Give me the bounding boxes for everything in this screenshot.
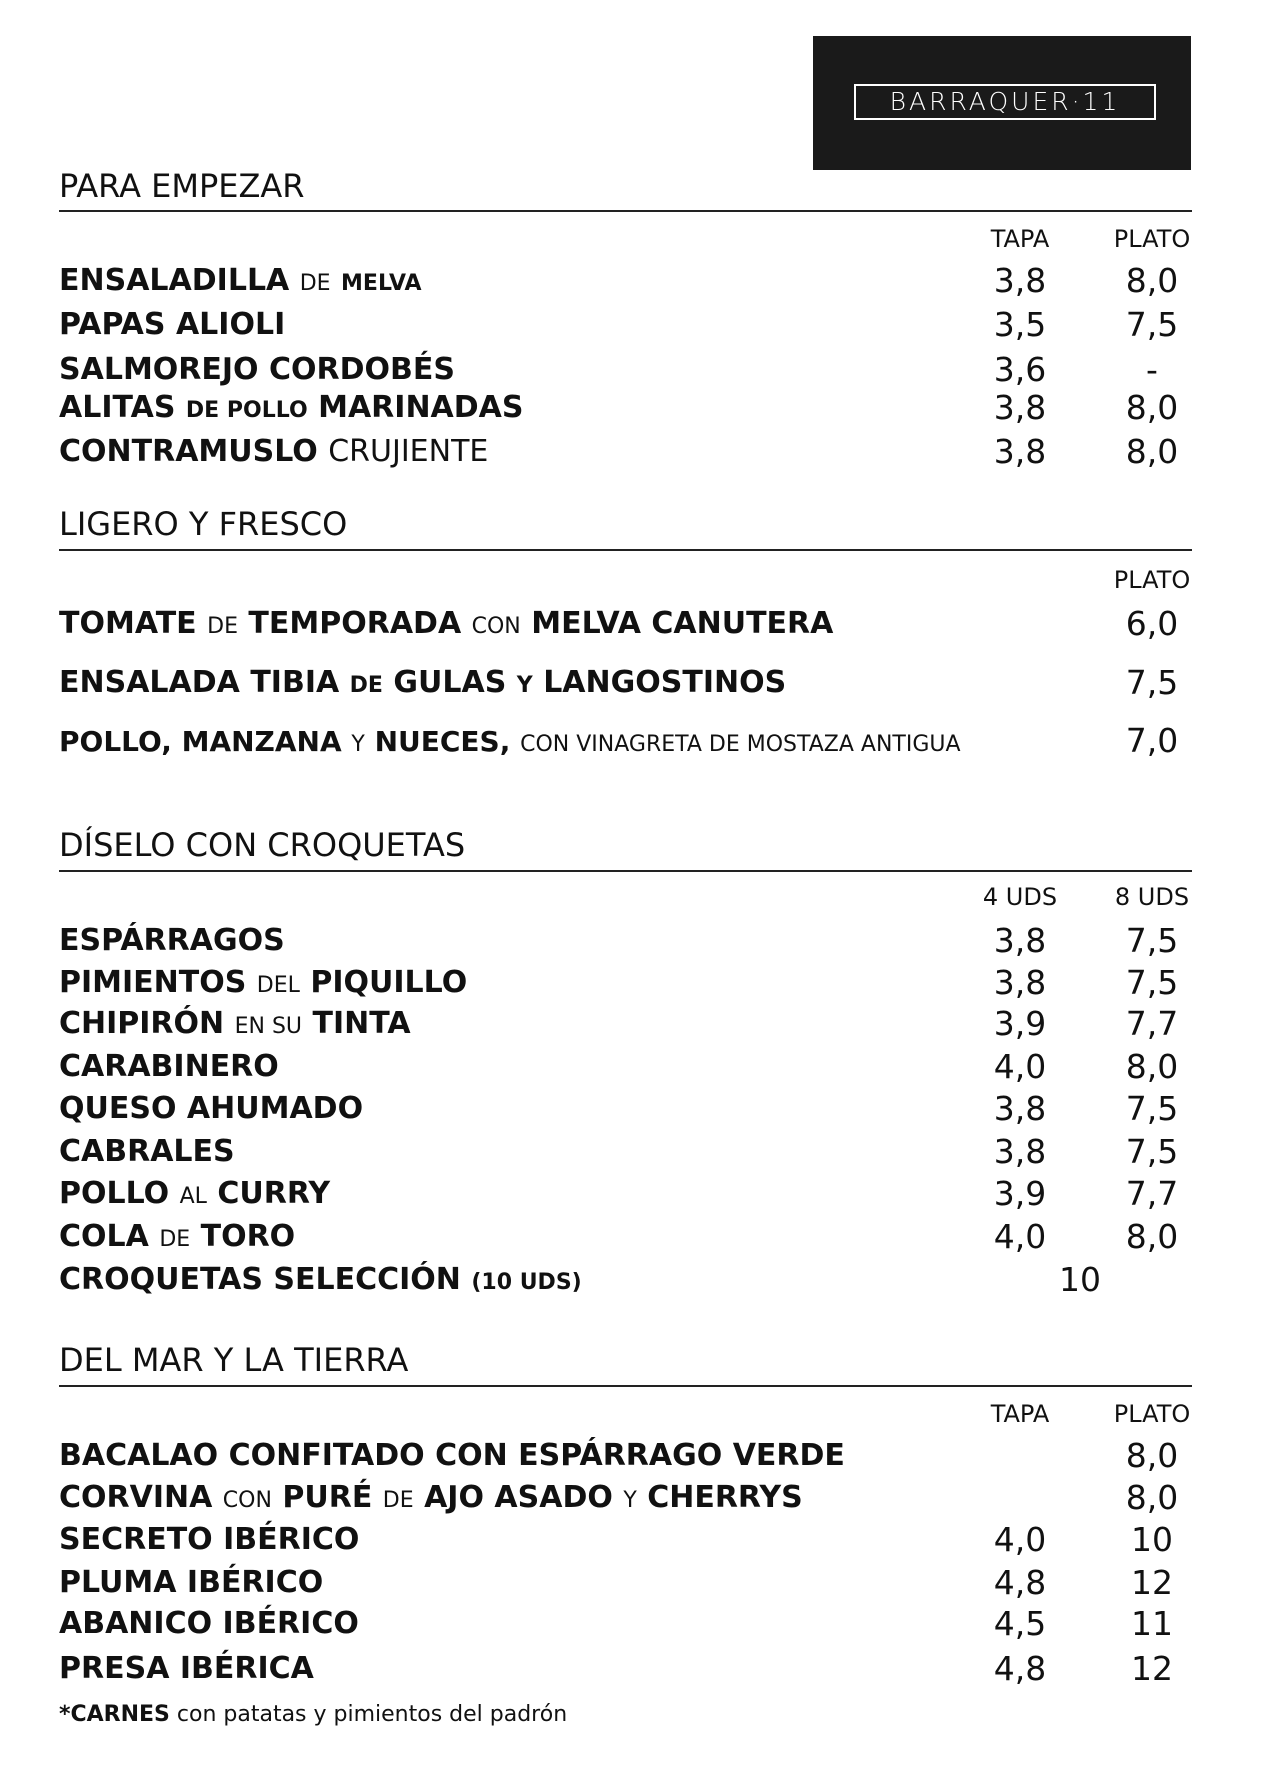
- brand-name: BARRAQUER·11: [854, 84, 1156, 120]
- price-tapa: 3,5: [993, 305, 1047, 344]
- menu-item-cola-de-toro: COLA DE TORO: [59, 1219, 296, 1254]
- price-tapa: 3,8: [993, 432, 1047, 471]
- price-4-uds: 3,8: [993, 1132, 1047, 1171]
- column-header-4-uds: 4 UDS: [982, 883, 1058, 911]
- menu-item-ensalada-tibia: ENSALADA TIBIA DE GULAS Y LANGOSTINOS: [59, 665, 787, 700]
- price-tapa: 4,8: [993, 1563, 1047, 1602]
- menu-item-croquetas-seleccion: CROQUETAS SELECCIÓN (10 UDS): [59, 1262, 582, 1297]
- menu-item-carabinero: CARABINERO: [59, 1049, 279, 1084]
- price-tapa: 4,8: [993, 1649, 1047, 1688]
- price-4-uds: 3,8: [993, 921, 1047, 960]
- section-divider: [59, 549, 1192, 551]
- price-tapa: 3,8: [993, 388, 1047, 427]
- menu-item-pollo-manzana: POLLO, MANZANA Y NUECES, CON VINAGRETA DE MOSTAZA ANTIGUA: [59, 725, 961, 758]
- price-plato: 6,0: [1125, 604, 1179, 643]
- brand-logo: [813, 36, 1191, 170]
- footnote: *CARNES con patatas y pimientos del padrón: [59, 1702, 568, 1727]
- menu-item-salmorejo: SALMOREJO CORDOBÉS: [59, 352, 455, 387]
- menu-item-contramuslo: CONTRAMUSLO CRUJIENTE: [59, 434, 489, 469]
- price-4-uds: 3,9: [993, 1004, 1047, 1043]
- price-8-uds: 8,0: [1125, 1217, 1179, 1256]
- price-4-uds: 4,0: [993, 1217, 1047, 1256]
- section-divider: [59, 1385, 1192, 1387]
- price-tapa: 4,0: [993, 1520, 1047, 1559]
- menu-item-cabrales: CABRALES: [59, 1134, 235, 1169]
- menu-item-chipiron: CHIPIRÓN EN SU TINTA: [59, 1006, 411, 1041]
- column-header-tapa: TAPA: [990, 1400, 1050, 1428]
- price-plato: 8,0: [1125, 432, 1179, 471]
- price-4-uds: 3,8: [993, 1089, 1047, 1128]
- price-plato: 7,5: [1125, 305, 1179, 344]
- price-plato: 12: [1131, 1649, 1173, 1688]
- menu-item-esparragos: ESPÁRRAGOS: [59, 923, 285, 958]
- price-plato: 10: [1131, 1520, 1173, 1559]
- menu-item-abanico-iberico: ABANICO IBÉRICO: [59, 1606, 359, 1641]
- price-plato: 11: [1131, 1604, 1173, 1643]
- price-plato: 12: [1131, 1563, 1173, 1602]
- price-plato: 8,0: [1125, 1478, 1179, 1517]
- price-tapa: 3,6: [993, 350, 1047, 389]
- price-plato: -: [1146, 350, 1158, 389]
- menu-item-alitas: ALITAS DE POLLO MARINADAS: [59, 390, 524, 425]
- price-8-uds: 7,5: [1125, 963, 1179, 1002]
- menu-item-papas-alioli: PAPAS ALIOLI: [59, 307, 286, 342]
- price-plato: 8,0: [1125, 261, 1179, 300]
- price-4-uds: 3,8: [993, 963, 1047, 1002]
- menu-item-tomate: TOMATE DE TEMPORADA CON MELVA CANUTERA: [59, 606, 834, 641]
- section-title-del-mar-y-la-tierra: DEL MAR Y LA TIERRA: [59, 1341, 409, 1379]
- price-seleccion: 10: [1059, 1260, 1101, 1299]
- section-title-para-empezar: PARA EMPEZAR: [59, 167, 305, 205]
- menu-item-pluma-iberico: PLUMA IBÉRICO: [59, 1565, 324, 1600]
- price-plato: 8,0: [1125, 1436, 1179, 1475]
- menu-item-pollo-curry: POLLO AL CURRY: [59, 1176, 331, 1211]
- column-header-plato: PLATO: [1113, 1400, 1191, 1428]
- price-8-uds: 7,7: [1125, 1004, 1179, 1043]
- column-header-tapa: TAPA: [990, 225, 1050, 253]
- price-plato: 8,0: [1125, 388, 1179, 427]
- price-tapa: 3,8: [993, 261, 1047, 300]
- section-title-ligero-y-fresco: LIGERO Y FRESCO: [59, 505, 348, 543]
- price-plato: 7,0: [1125, 721, 1179, 760]
- column-header-plato: PLATO: [1113, 566, 1191, 594]
- menu-item-pimientos: PIMIENTOS DEL PIQUILLO: [59, 965, 468, 1000]
- menu-item-secreto-iberico: SECRETO IBÉRICO: [59, 1522, 360, 1557]
- section-title-croquetas: DÍSELO CON CROQUETAS: [59, 826, 466, 864]
- price-8-uds: 7,5: [1125, 1089, 1179, 1128]
- price-4-uds: 4,0: [993, 1047, 1047, 1086]
- menu-item-bacalao: BACALAO CONFITADO CON ESPÁRRAGO VERDE: [59, 1438, 845, 1473]
- section-divider: [59, 210, 1192, 212]
- menu-item-ensaladilla: ENSALADILLA DE MELVA: [59, 263, 422, 298]
- price-4-uds: 3,9: [993, 1174, 1047, 1213]
- menu-item-corvina: CORVINA CON PURÉ DE AJO ASADO Y CHERRYS: [59, 1480, 803, 1515]
- menu-item-queso-ahumado: QUESO AHUMADO: [59, 1091, 364, 1126]
- column-header-plato: PLATO: [1113, 225, 1191, 253]
- price-tapa: 4,5: [993, 1604, 1047, 1643]
- section-divider: [59, 870, 1192, 872]
- price-8-uds: 7,5: [1125, 1132, 1179, 1171]
- price-8-uds: 8,0: [1125, 1047, 1179, 1086]
- menu-item-presa-iberica: PRESA IBÉRICA: [59, 1651, 314, 1686]
- price-8-uds: 7,7: [1125, 1174, 1179, 1213]
- price-plato: 7,5: [1125, 663, 1179, 702]
- price-8-uds: 7,5: [1125, 921, 1179, 960]
- column-header-8-uds: 8 UDS: [1114, 883, 1190, 911]
